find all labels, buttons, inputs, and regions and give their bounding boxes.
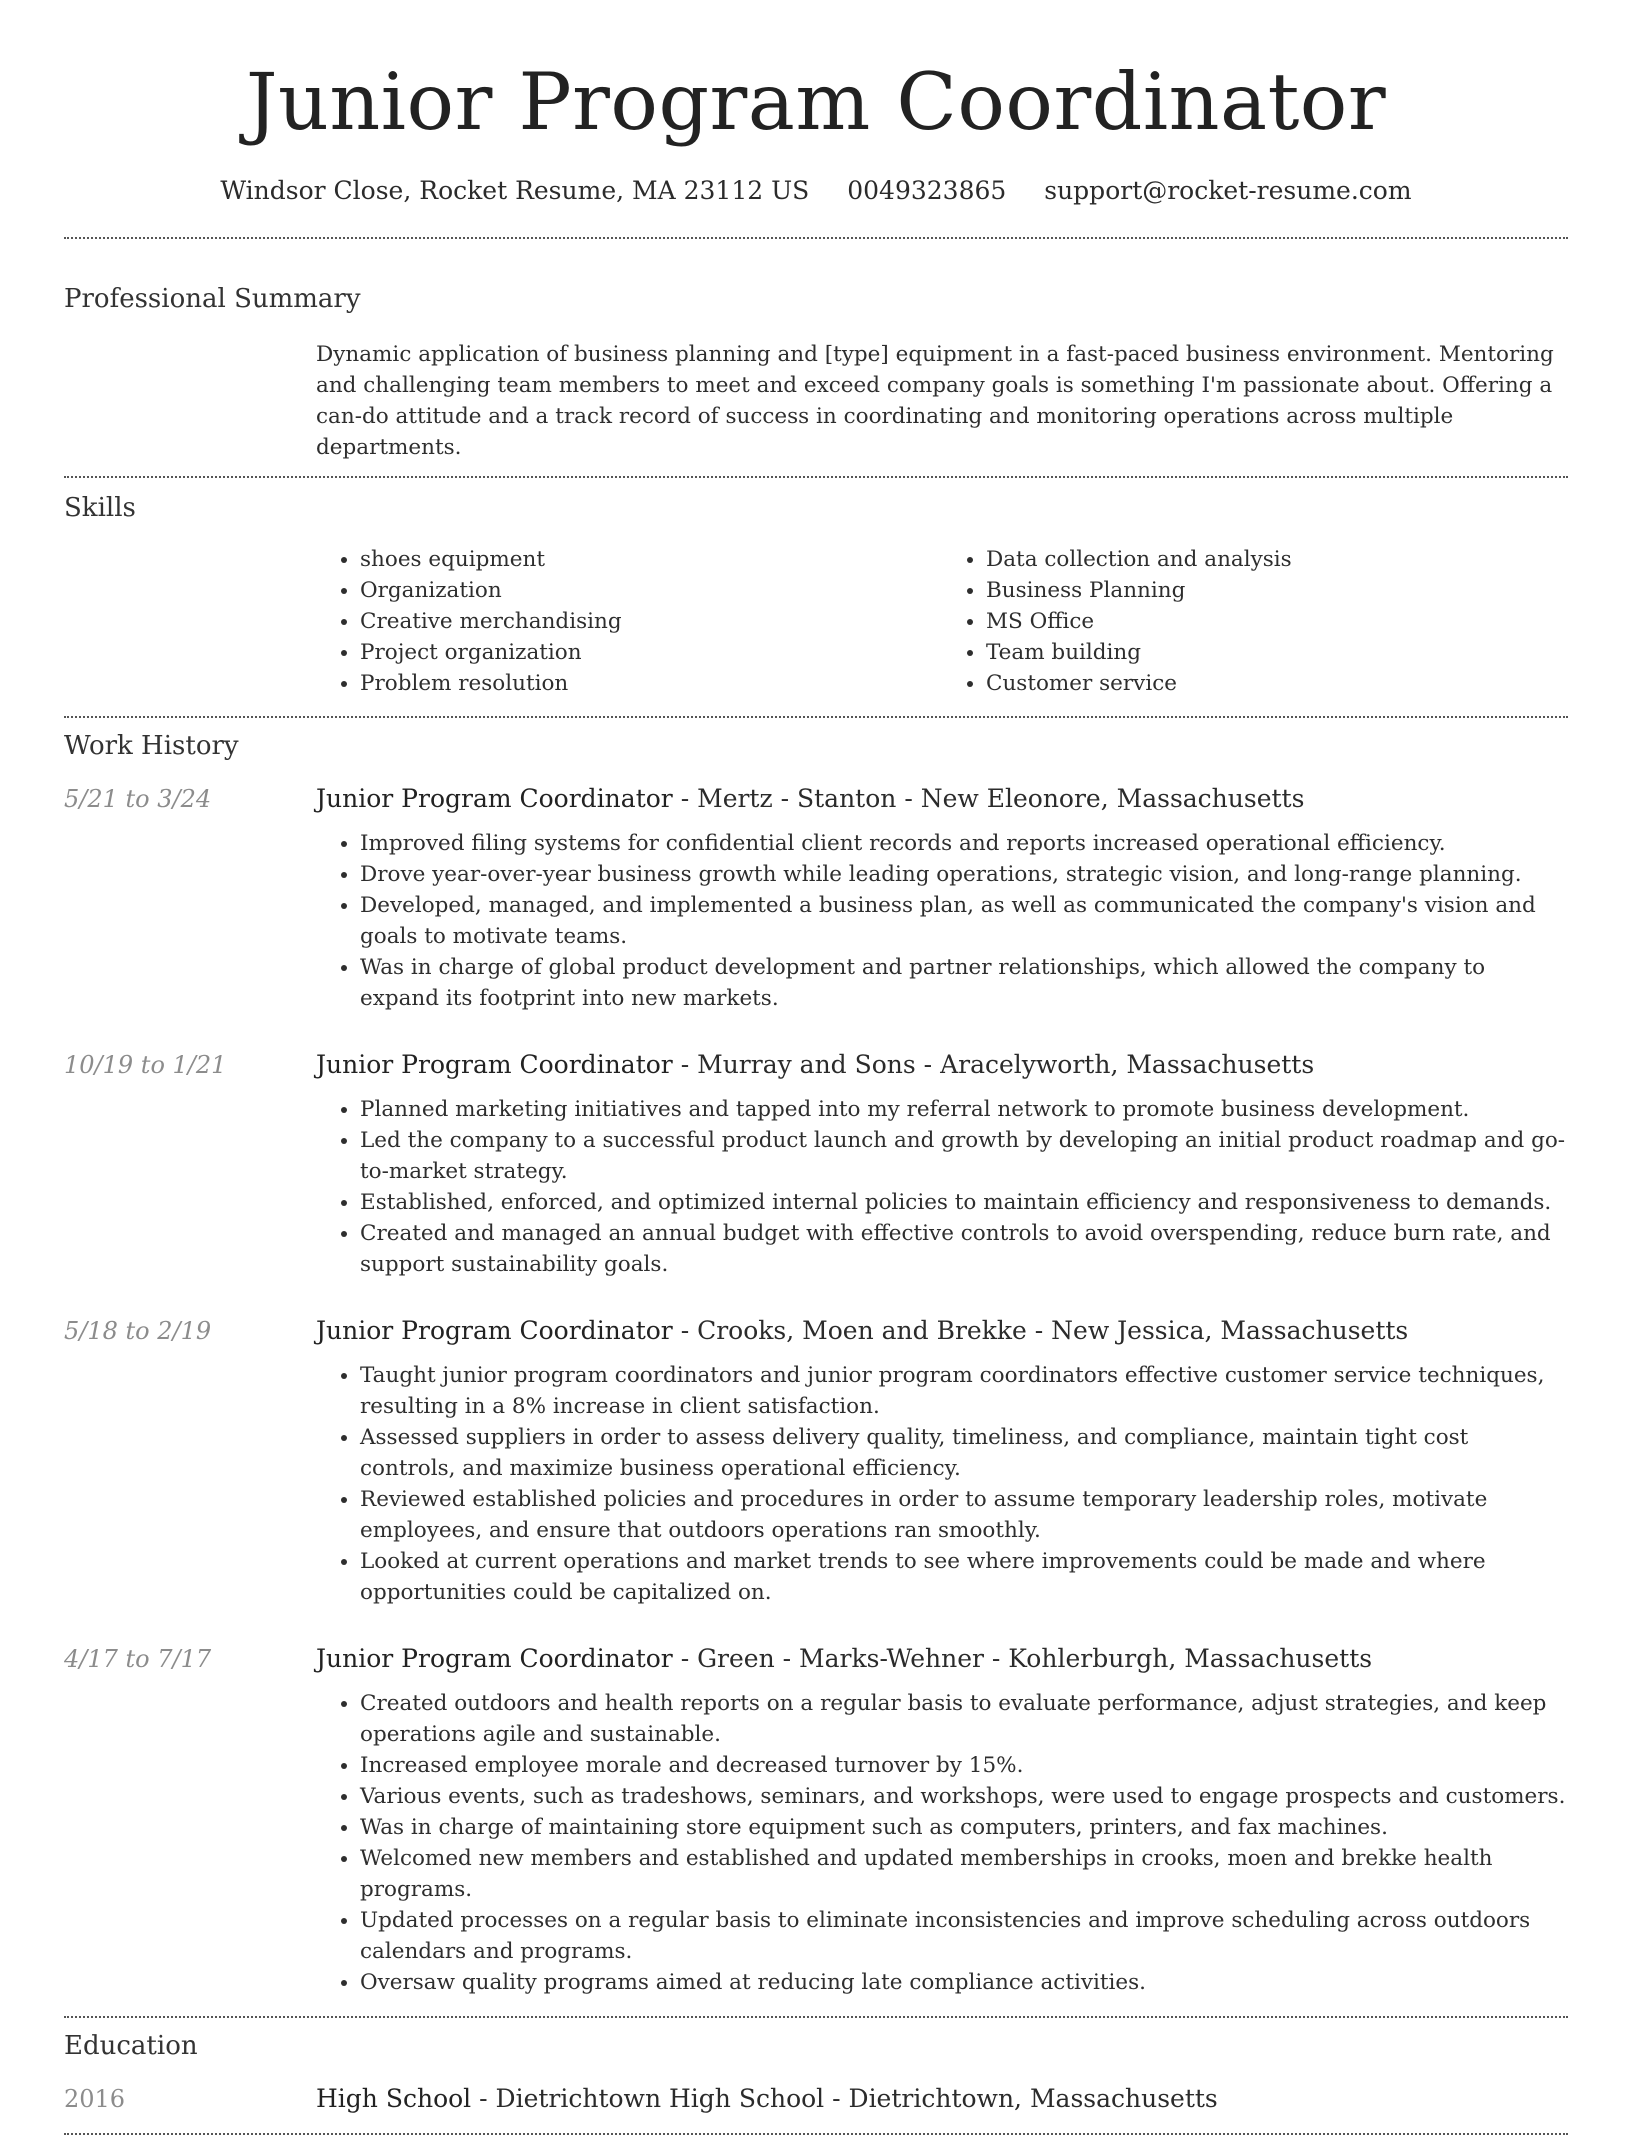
job-bullets	[316, 828, 1568, 1014]
summary-body	[316, 339, 1568, 463]
job-bullet: • Developed, managed, and implemented a business plan, as well as communicated the company's vision and goals to motivate teams.	[360, 890, 1568, 952]
skills-columns	[316, 544, 1568, 699]
skill-item: • shoes equipment	[360, 544, 942, 575]
job-employer: - Crooks, Moen and Brekke - New Jessica, Massachusetts	[672, 1316, 1409, 1345]
job-bullets	[316, 1094, 1568, 1280]
job-dates: 4/17 to 7/17	[64, 1645, 212, 1673]
skill-item: • MS Office	[986, 606, 1568, 637]
job-employer: - Murray and Sons - Aracelyworth, Massachusetts	[672, 1050, 1315, 1079]
job-dates: 5/18 to 2/19	[64, 1317, 212, 1345]
job-bullet: • Taught junior program coordinators and junior program coordinators effective customer service techniques, resulting in a 8% increase in client satisfaction.	[360, 1360, 1568, 1422]
job-bullet: • Created outdoors and health reports on a regular basis to evaluate performance, adjust strategies, and keep operations agile and sustainable.	[360, 1688, 1568, 1750]
job-entry	[64, 1316, 1568, 1608]
job-bullet: • Was in charge of global product development and partner relationships, which allowed the company to expand its footprint into new markets.	[360, 952, 1568, 1014]
job-header	[64, 1050, 1568, 1079]
job-bullet: • Updated processes on a regular basis to eliminate inconsistencies and improve scheduling across outdoors calendars and programs.	[360, 1905, 1568, 1967]
education-year: 2016	[64, 2085, 126, 2113]
job-position: Junior Program Coordinator	[316, 1316, 673, 1345]
job-title	[316, 784, 1304, 813]
job-bullet: • Led the company to a successful product launch and growth by developing an initial product roadmap and go-to-market strategy.	[360, 1125, 1568, 1187]
job-title	[316, 1644, 1372, 1673]
job-employer: - Green - Marks-Wehner - Kohlerburgh, Massachusetts	[672, 1644, 1373, 1673]
job-dates: 10/19 to 1/21	[64, 1051, 227, 1079]
job-title	[316, 1316, 1408, 1345]
skill-item: • Problem resolution	[360, 668, 942, 699]
resume-title: Junior Program Coordinator	[245, 56, 1387, 148]
summary-section	[64, 281, 1568, 463]
section-heading-skills: Skills	[64, 493, 136, 523]
skill-item: • Business Planning	[986, 575, 1568, 606]
skill-item: • Organization	[360, 575, 942, 606]
contact-line	[64, 174, 1568, 208]
job-bullet: • Drove year-over-year business growth while leading operations, strategic vision, and long-range planning.	[360, 859, 1568, 890]
skill-item: • Data collection and analysis	[986, 544, 1568, 575]
job-bullet: • Was in charge of maintaining store equipment such as computers, printers, and fax machines.	[360, 1812, 1568, 1843]
education-degree: High School	[316, 2084, 472, 2113]
job-header	[64, 1316, 1568, 1345]
summary-text: Dynamic application of business planning and [type] equipment in a fast-paced business environment. Mentoring and challenging team members to meet and exceed company goals is something I'm passionate about. Offering a can-do attitude and a track record of success in coordinating and monitoring operations across multiple departments.	[316, 342, 1554, 460]
divider	[64, 716, 1568, 718]
skills-list-right	[942, 544, 1568, 699]
job-title	[316, 1050, 1314, 1079]
job-position: Junior Program Coordinator	[316, 784, 673, 813]
skill-item: • Creative merchandising	[360, 606, 942, 637]
section-heading-summary: Professional Summary	[64, 284, 361, 314]
contact-address: Windsor Close, Rocket Resume, MA 23112 US	[220, 176, 810, 205]
job-entry	[64, 1050, 1568, 1280]
skill-item: • Customer service	[986, 668, 1568, 699]
divider	[64, 237, 1568, 239]
job-bullet: • Looked at current operations and market trends to see where improvements could be made and where opportunities could be capitalized on.	[360, 1546, 1568, 1608]
job-bullet: • Welcomed new members and established and updated memberships in crooks, moen and brekke health programs.	[360, 1843, 1568, 1905]
job-bullet: • Created and managed an annual budget with effective controls to avoid overspending, reduce burn rate, and support sustainability goals.	[360, 1218, 1568, 1280]
skill-item: • Project organization	[360, 637, 942, 668]
job-bullets	[316, 1688, 1568, 1998]
contact-phone: 0049323865	[847, 176, 1007, 205]
education-section	[64, 2028, 1568, 2113]
job-bullet: • Planned marketing initiatives and tapped into my referral network to promote business development.	[360, 1094, 1568, 1125]
job-bullets	[316, 1360, 1568, 1608]
job-dates: 5/21 to 3/24	[64, 785, 212, 813]
job-employer: - Mertz - Stanton - New Eleonore, Massachusetts	[672, 784, 1305, 813]
job-bullet: • Reviewed established policies and procedures in order to assume temporary leadership roles, motivate employees, and ensure that outdoors operations ran smoothly.	[360, 1484, 1568, 1546]
job-header	[64, 1644, 1568, 1673]
divider	[64, 2016, 1568, 2018]
education-school: - Dietrichtown High School - Dietrichtown, Massachusetts	[471, 2084, 1218, 2113]
contact-email: support@rocket-resume.com	[1044, 176, 1412, 205]
job-bullet: • Oversaw quality programs aimed at reducing late compliance activities.	[360, 1967, 1568, 1998]
job-header	[64, 784, 1568, 813]
job-entry	[64, 1644, 1568, 1998]
work-history-section	[64, 728, 1568, 1998]
job-position: Junior Program Coordinator	[316, 1644, 673, 1673]
job-bullet: • Assessed suppliers in order to assess delivery quality, timeliness, and compliance, maintain tight cost controls, and maximize business operational efficiency.	[360, 1422, 1568, 1484]
job-bullet: • Improved filing systems for confidential client records and reports increased operational efficiency.	[360, 828, 1568, 859]
skills-list-left	[316, 544, 942, 699]
job-bullet: • Various events, such as tradeshows, seminars, and workshops, were used to engage prospects and customers.	[360, 1781, 1568, 1812]
skill-item: • Team building	[986, 637, 1568, 668]
job-bullet: • Established, enforced, and optimized internal policies to maintain efficiency and responsiveness to demands.	[360, 1187, 1568, 1218]
section-heading-work: Work History	[64, 731, 239, 761]
education-title	[316, 2084, 1218, 2113]
job-position: Junior Program Coordinator	[316, 1050, 673, 1079]
skills-section	[64, 490, 1568, 699]
education-entry	[64, 2084, 1568, 2113]
divider	[64, 476, 1568, 478]
section-heading-education: Education	[64, 2031, 198, 2061]
job-entry	[64, 784, 1568, 1014]
job-bullet: • Increased employee morale and decreased turnover by 15%.	[360, 1750, 1568, 1781]
